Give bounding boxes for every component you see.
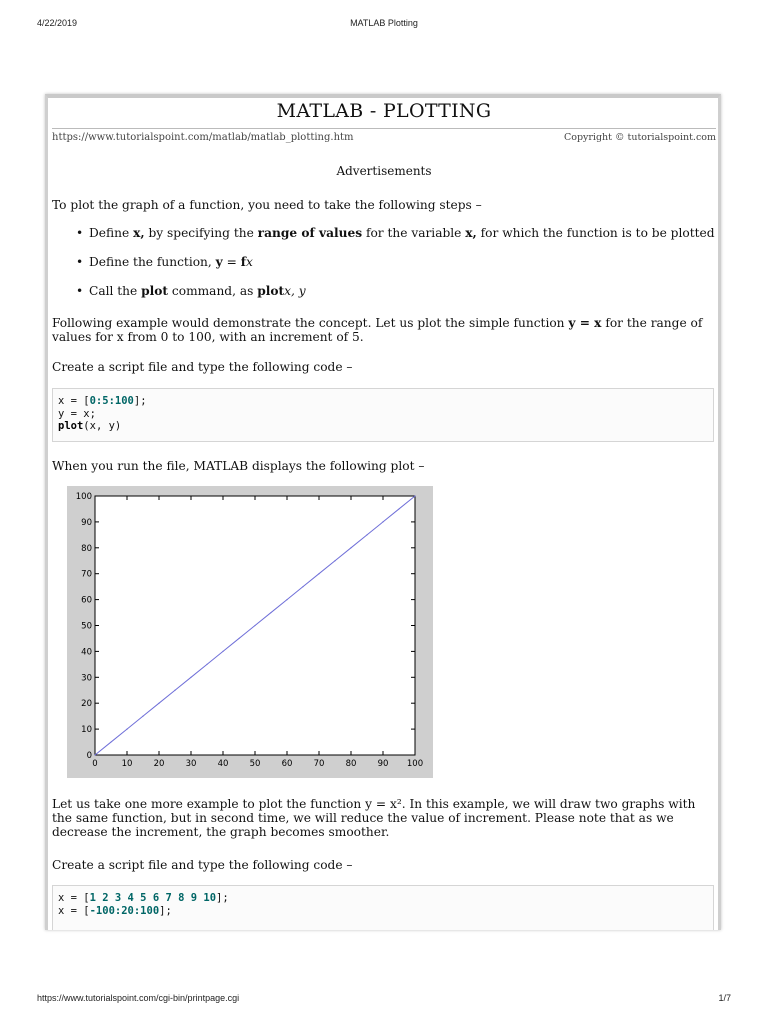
y-tick-label: 50 [81, 621, 92, 632]
data-point [382, 521, 383, 522]
y-tick-label: 20 [81, 699, 92, 710]
article-title: MATLAB - PLOTTING [276, 100, 492, 122]
print-url: https://www.tutorialspoint.com/cgi-bin/printpage.cgi [37, 993, 240, 1003]
data-point [286, 599, 287, 600]
x-tick-label: 0 [92, 759, 98, 769]
data-point [190, 677, 191, 678]
x-tick-label: 100 [406, 759, 424, 769]
data-point [350, 547, 351, 548]
data-point [270, 612, 271, 613]
y-tick-label: 90 [81, 517, 92, 528]
print-date: 4/22/2019 [37, 18, 78, 28]
x-tick-label: 40 [217, 759, 229, 769]
y-tick-label: 60 [81, 595, 92, 606]
y-tick-label: 70 [81, 569, 92, 580]
page-number: 1/7 [718, 993, 731, 1003]
data-point [94, 754, 95, 755]
data-point [302, 586, 303, 587]
x-tick-label: 10 [121, 759, 133, 769]
print-header [0, 18, 768, 32]
x-tick-label: 60 [281, 759, 293, 769]
code-line: y = x; [58, 407, 96, 420]
x-tick-label: 70 [313, 759, 325, 769]
title-divider [52, 128, 716, 129]
intro-paragraph: To plot the graph of a function, you need to take the following steps – [52, 198, 482, 212]
code-line: x = [0:5:100]; [58, 395, 147, 407]
list-item: • Call the plot command, as plotx, y [52, 284, 716, 298]
create-script-2: Create a script file and type the following code – [52, 858, 353, 872]
data-point [206, 664, 207, 665]
x-tick-label: 30 [185, 759, 197, 769]
article-url[interactable]: https://www.tutorialspoint.com/matlab/matlab_plotting.htm [52, 132, 354, 143]
y-tick-label: 0 [86, 751, 92, 761]
data-point [318, 573, 319, 574]
url-row [52, 132, 716, 148]
data-point [222, 651, 223, 652]
y-tick-label: 30 [81, 673, 92, 684]
example-2-paragraph: Let us take one more example to plot the function y = x². In this example, we will draw two graphs with the same function, but in second time, we will reduce the value of increment. Please note that as we decrease the increment, the graph becomes smoother. [52, 797, 696, 839]
print-title: MATLAB Plotting [350, 18, 418, 28]
y-tick-label: 100 [75, 492, 92, 502]
data-point [254, 625, 255, 626]
y-tick-label: 10 [81, 725, 92, 736]
steps-list [52, 226, 716, 313]
data-point [334, 560, 335, 561]
x-tick-label: 20 [153, 759, 165, 769]
list-item: • Define x, by specifying the range of values for the variable x, for which the function is to be plotted [52, 226, 716, 240]
code-block-2 [52, 885, 714, 930]
data-point [238, 638, 239, 639]
data-point [142, 716, 143, 717]
x-tick-label: 50 [249, 759, 261, 769]
list-item: • Define the function, y = fx [52, 255, 716, 269]
data-point [158, 703, 159, 704]
data-point [398, 508, 399, 509]
data-point [126, 729, 127, 730]
run-paragraph: When you run the file, MATLAB displays the following plot – [52, 459, 425, 473]
copyright-notice: Copyright © tutorialspoint.com [563, 132, 716, 143]
x-tick-label: 80 [345, 759, 357, 769]
y-tick-label: 80 [81, 543, 92, 554]
example-1-paragraph: Following example would demonstrate the concept. Let us plot the simple function y = x for the range of values for x from 0 to 100, with an increment of 5. [52, 316, 703, 344]
data-point [110, 741, 111, 742]
plot-figure [67, 486, 433, 778]
print-footer [0, 993, 768, 1007]
code-line: x = [-100:20:100]; [58, 904, 172, 917]
advertisements-label: Advertisements [336, 164, 432, 178]
create-script-1: Create a script file and type the following code – [52, 360, 353, 374]
data-point [414, 495, 415, 496]
code-line: plot(x, y) [58, 420, 122, 432]
data-point [366, 534, 367, 535]
code-line: x = [1 2 3 4 5 6 7 8 9 10]; [58, 892, 229, 904]
code-block-1 [52, 388, 714, 442]
y-tick-label: 40 [81, 647, 92, 658]
data-point [174, 690, 175, 691]
x-tick-label: 90 [377, 759, 389, 769]
line-chart [67, 486, 433, 778]
